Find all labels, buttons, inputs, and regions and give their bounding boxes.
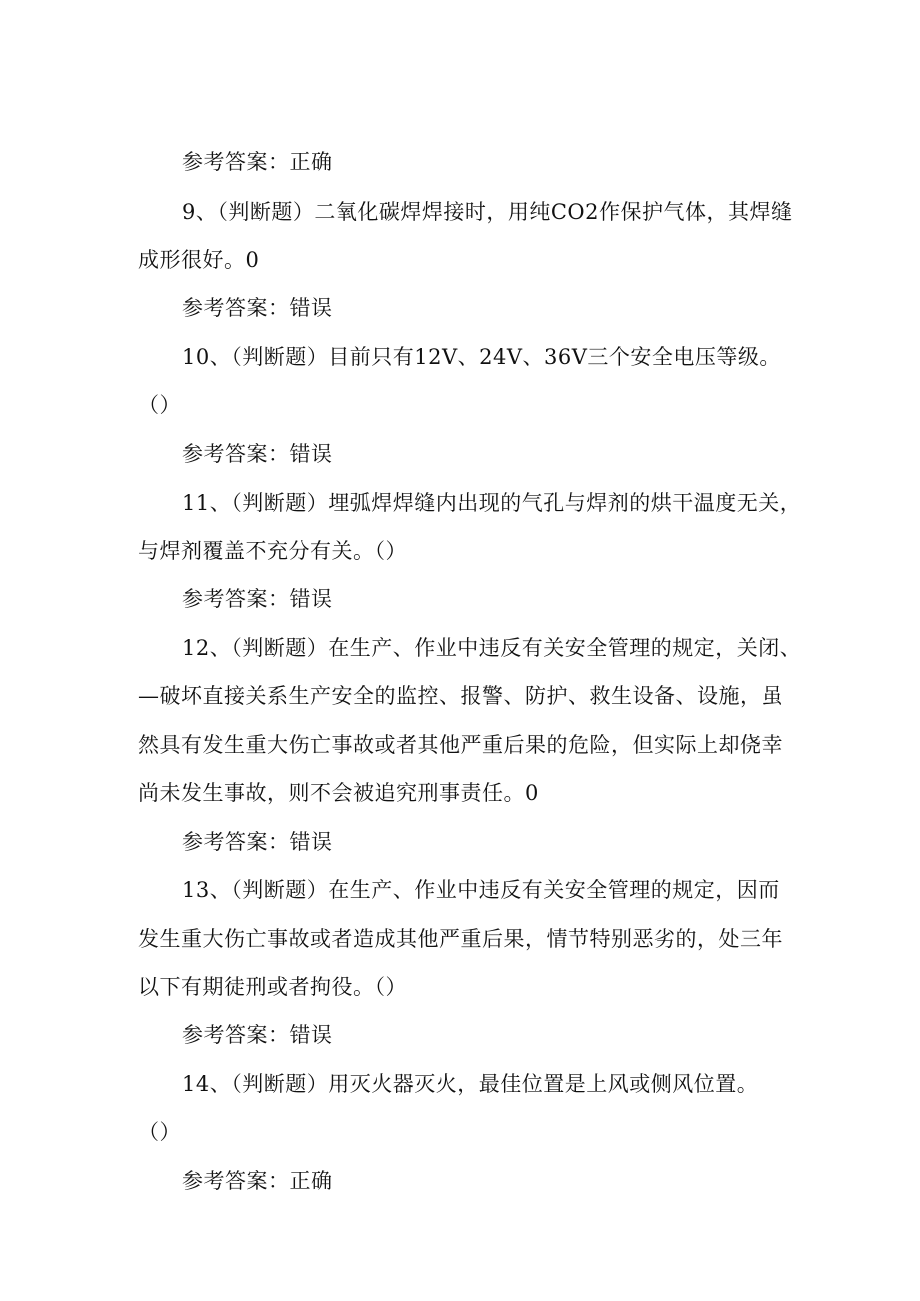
- question-10-line-1: 10、（判断题）目前只有12V、24V、36V三个安全电压等级。: [182, 345, 781, 369]
- answer-10: 参考答案：错误: [182, 442, 333, 466]
- question-14-line-1: 14、（判断题）用灭火器灭火，最佳位置是上风或侧风位置。: [182, 1072, 759, 1096]
- answer-prev: 参考答案：正确: [182, 150, 333, 174]
- question-9-line-1: 9、（判断题）二氧化碳焊焊接时，用纯CO2作保护气体，其焊缝: [182, 200, 793, 224]
- question-14-line-2: （）: [138, 1120, 181, 1144]
- answer-13: 参考答案：错误: [182, 1023, 333, 1047]
- answer-12: 参考答案：错误: [182, 830, 333, 854]
- question-12-line-4: 尚未发生事故，则不会被追究刑事责任。0: [138, 781, 539, 805]
- answer-9: 参考答案：错误: [182, 296, 333, 320]
- question-9-line-2: 成形很好。0: [138, 248, 260, 272]
- question-10-line-2: （）: [138, 393, 181, 417]
- question-11-line-1: 11、（判断题）埋弧焊焊缝内出现的气孔与焊剂的烘干温度无关，: [182, 491, 802, 515]
- question-11-line-2: 与焊剂覆盖不充分有关。（）: [138, 539, 407, 563]
- answer-14: 参考答案：正确: [182, 1169, 333, 1193]
- question-13-line-3: 以下有期徒刑或者拘役。（）: [138, 975, 407, 999]
- question-12-line-1: 12、（判断题）在生产、作业中违反有关安全管理的规定，关闭、: [182, 636, 802, 660]
- question-13-line-1: 13、（判断题）在生产、作业中违反有关安全管理的规定，因而: [182, 878, 780, 902]
- answer-11: 参考答案：错误: [182, 587, 333, 611]
- question-12-line-2: —破坏直接关系生产安全的监控、报警、防护、救生设备、设施，虽: [138, 684, 783, 708]
- question-12-line-3: 然具有发生重大伤亡事故或者其他严重后果的危险，但实际上却侥幸: [138, 733, 783, 757]
- question-13-line-2: 发生重大伤亡事故或者造成其他严重后果，情节特别恶劣的，处三年: [138, 927, 783, 951]
